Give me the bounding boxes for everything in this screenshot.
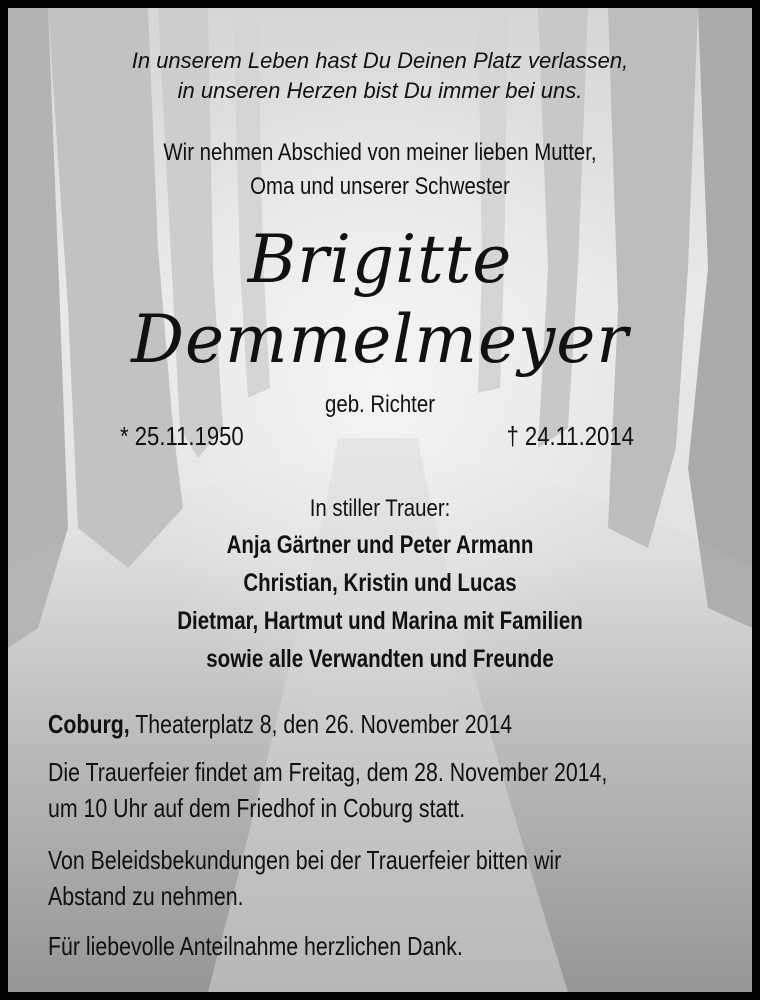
condolence-line-1: Von Beleidsbekundungen bei der Trauerfeier bitten wir <box>48 845 562 875</box>
deceased-last-name: Demmelmeyer <box>131 301 629 378</box>
farewell-intro <box>64 136 696 204</box>
death-date: † 24.11.2014 <box>506 421 634 451</box>
birth-date: * 25.11.1950 <box>120 421 244 451</box>
mourner-line: Christian, Kristin und Lucas <box>243 569 517 597</box>
intro-line-1: Wir nehmen Abschied von meiner lieben Mutter, <box>163 139 597 166</box>
condolence-line-2: Abstand zu nehmen. <box>48 881 244 911</box>
service-line-1: Die Trauerfeier findet am Freitag, dem 28. November 2014, <box>48 757 608 787</box>
deceased-first-name: Brigitte <box>247 221 513 298</box>
mourner-line: Anja Gärtner und Peter Armann <box>226 531 534 559</box>
mourning-heading: In stiller Trauer: <box>309 495 451 522</box>
address: Theaterplatz 8, den 26. November 2014 <box>135 709 513 739</box>
intro-line-2: Oma und unserer Schwester <box>250 173 510 200</box>
service-line-2: um 10 Uhr auf dem Friedhof in Coburg statt. <box>48 793 466 823</box>
place-and-date <box>48 706 720 742</box>
mourner-line: Dietmar, Hartmut und Marina mit Familien <box>177 607 583 635</box>
city: Coburg, <box>48 709 130 739</box>
funeral-service-info <box>48 754 720 826</box>
mourner-line: sowie alle Verwandten und Freunde <box>206 645 554 673</box>
birth-name: geb. Richter <box>325 391 435 418</box>
motto <box>8 46 752 106</box>
motto-line-1: In unserem Leben hast Du Deinen Platz verlassen, <box>131 48 629 73</box>
mourners-list <box>75 526 685 678</box>
motto-line-2: in unseren Herzen bist Du immer bei uns. <box>177 78 583 103</box>
thanks-line: Für liebevolle Anteilnahme herzlichen Dank. <box>48 931 463 961</box>
condolence-note <box>48 842 720 914</box>
